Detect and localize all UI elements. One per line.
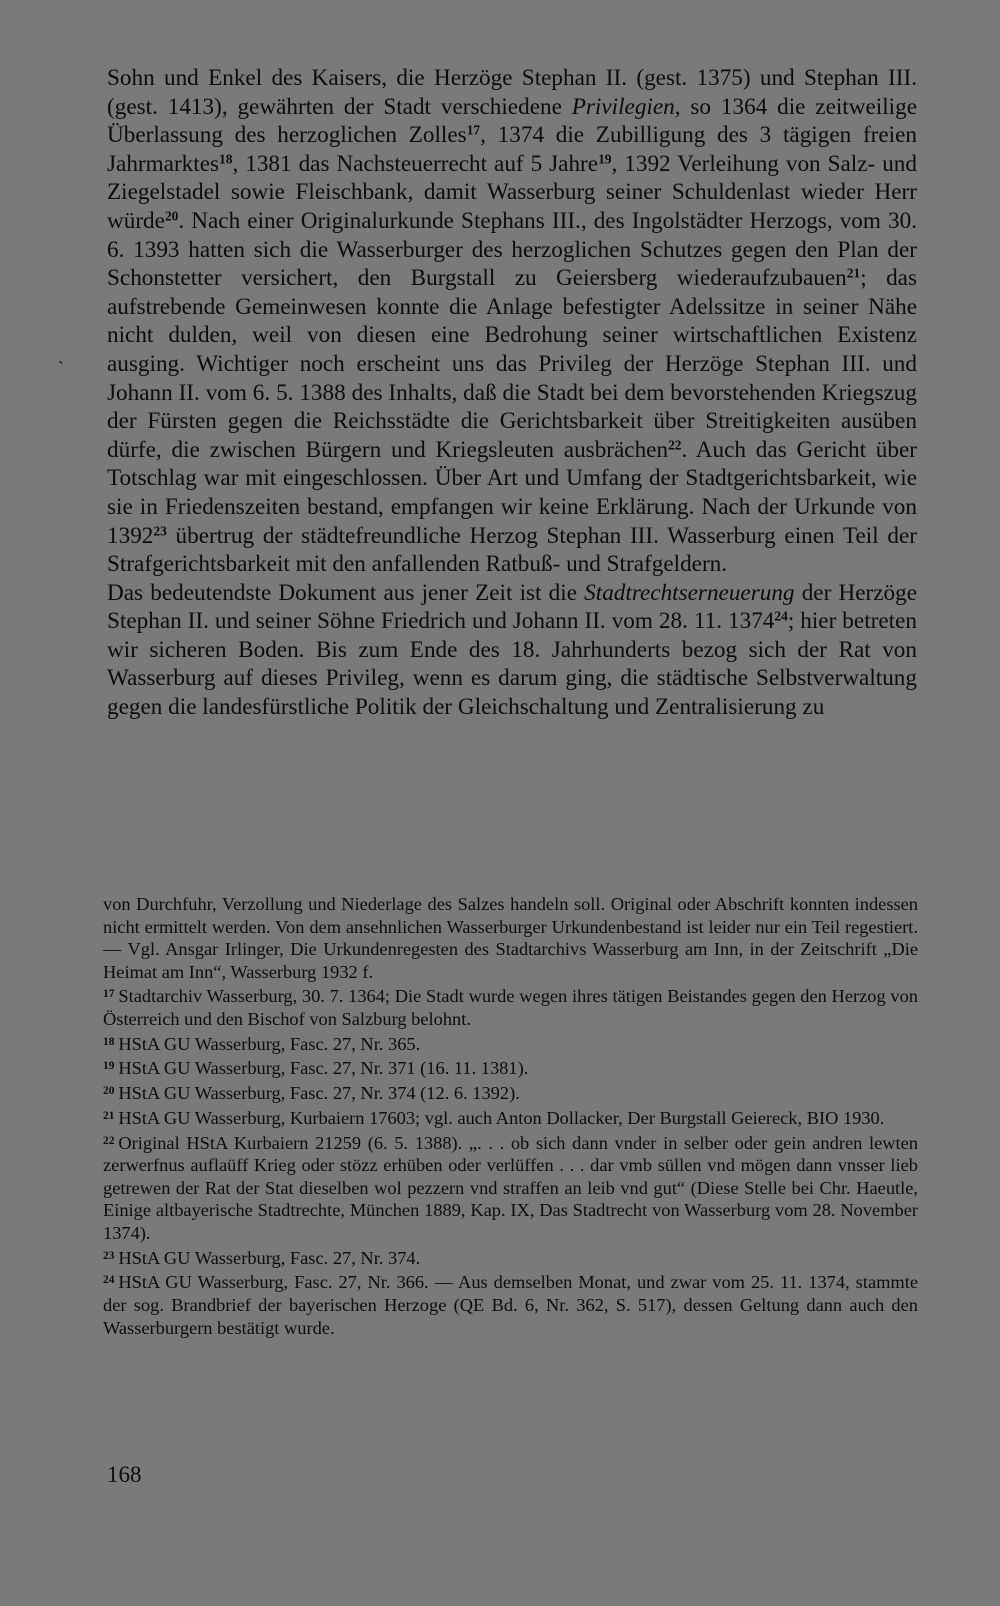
footnote-ref-22: 22 bbox=[668, 437, 682, 453]
footnote-text: HStA GU Wasserburg, Fasc. 27, Nr. 371 (16. 11. 1381). bbox=[118, 1058, 529, 1079]
emphasis-privilegien: Privilegien bbox=[571, 93, 675, 120]
footnote-ref-23: 23 bbox=[153, 523, 167, 539]
footnote-23 bbox=[103, 1245, 918, 1270]
footnote-17 bbox=[103, 983, 918, 1030]
footnote-number: 19 bbox=[103, 1060, 115, 1073]
text-run: Das bedeutendste Dokument aus jener Zeit ist die bbox=[107, 579, 585, 606]
text-run: ; das aufstrebende Gemeinwesen konnte die Anlage befestigter Adelssitze in seiner Nähe nicht dulden, weil von diesen eine Bedrohung seiner wirtschaftlichen Existenz ausging. Wichtiger noch erscheint uns das Privileg der Herzöge Stephan III. und Johann II. vom 6. 5. 1388 des Inhalts, daß die Stadt bei dem bevorstehenden Kriegszug der Fürsten gegen die Reichsstädte die Gerichtsbarkeit über Streitigkeiten ausüben dürfe, die zwischen Bürgern und Kriegsleuten ausbrächen bbox=[107, 265, 917, 463]
page-number: 168 bbox=[107, 1462, 142, 1487]
footnote-text: Stadtarchiv Wasserburg, 30. 7. 1364; Die Stadt wurde wegen ihres tätigen Beistandes gegen den Herzog von Österreich und den Bischof von Salzburg belohnt. bbox=[103, 986, 918, 1030]
footnote-ref-18: 18 bbox=[219, 151, 233, 167]
footnotes bbox=[103, 893, 918, 1339]
footnote-text: Original HStA Kurbaiern 21259 (6. 5. 1388). „. . . ob sich dann vnder in selber oder gein andren lewten zerwerfnus auflaüff Krieg oder stözz erhüben oder verlüffen . . . dar vmb süllen vnd mögen dann vnsser lieb getrewen der Rat der Stat dieselben wol pezzern vnd straffen an leib vnd gut“ (Diese Stelle bei Chr. Haeutle, Einige altbayerische Stadtrechte, München 1889, Kap. IX, Das Stadtrecht von Wasserburg vom 28. November 1374). bbox=[103, 1132, 918, 1244]
footnote-text: HStA GU Wasserburg, Fasc. 27, Nr. 366. — Aus demselben Monat, und zwar vom 25. 11. 1374, stammte der sog. Brandbrief der bayerischen Herzoge (QE Bd. 6, Nr. 362, S. 517), dessen Geltung dann auch den Wasserburgern bestätigt wurde. bbox=[103, 1272, 918, 1338]
footnote-number: 24 bbox=[103, 1274, 115, 1287]
footnote-number: 20 bbox=[103, 1085, 115, 1098]
footnote-number: 23 bbox=[103, 1249, 115, 1262]
footnote-text: HStA GU Wasserburg, Fasc. 27, Nr. 374 (12. 6. 1392). bbox=[118, 1083, 520, 1104]
footnote-number: 21 bbox=[103, 1109, 115, 1122]
footnote-20 bbox=[103, 1080, 918, 1105]
emphasis-stadtrechtserneuerung: Stadtrechtserneuerung bbox=[584, 579, 795, 606]
paragraph-2 bbox=[107, 579, 917, 722]
footnote-text: HStA GU Wasserburg, Fasc. 27, Nr. 365. bbox=[118, 1033, 421, 1054]
footnote-number: 17 bbox=[103, 988, 115, 1001]
text-run: , 1392 Verleihung von Salz- und Ziegelstadel sowie Fleischbank, damit Wasserburg seiner Schuldenlast wieder Herr würde bbox=[107, 150, 917, 234]
footnote-ref-20: 20 bbox=[164, 208, 179, 224]
text-run: , 1374 die Zubilligung des 3 tägigen freien Jahrmarktes bbox=[107, 122, 918, 177]
paragraph-1 bbox=[107, 64, 917, 579]
footnote-24 bbox=[103, 1269, 918, 1339]
footnote-21 bbox=[103, 1105, 918, 1130]
text-run: . Auch das Gericht über Totschlag war mit eingeschlossen. Über Art und Umfang der Stadtgerichtsbarkeit, wie sie in Friedenszeiten bestand, empfangen wir keine Erklärung. Nach der Urkunde von 1392 bbox=[107, 436, 917, 549]
text-run: Sohn und Enkel des Kaisers, die Herzöge Stephan II. (gest. 1375) und Stephan III. (gest. 1413), gewährten der Stadt verschiedene bbox=[107, 65, 917, 120]
margin-mark: ˋ bbox=[58, 358, 64, 378]
text-run: . Nach einer Originalurkunde Stephans III., des Ingolstädter Herzogs, vom 30. 6. 1393 hatten sich die Wasserburger des herzoglichen Schutzes gegen den Plan der Schonstetter versichert, den Burgstall zu Geiersberg wiederaufzubauen bbox=[107, 207, 917, 292]
footnote-ref-19: 19 bbox=[598, 151, 612, 167]
text-run: , so 1364 die zeitweilige Überlassung des herzoglichen Zolles bbox=[107, 93, 917, 149]
text-run: übertrug der städtefreundliche Herzog Stephan III. Wasserburg einen Teil der Strafgerichtsbarkeit mit den anfallenden Ratbuß- und Strafgeldern. bbox=[107, 522, 917, 578]
footnote-18 bbox=[103, 1031, 918, 1056]
text-run: der Herzöge Stephan II. und seiner Söhne Friedrich und Johann II. vom 28. 11. 1374 bbox=[107, 579, 917, 635]
text-run: ; hier betreten wir sicheren Boden. Bis zum Ende des 18. Jahrhunderts bezog sich der Rat von Wasserburg auf dieses Privileg, wenn es darum ging, die städtische Selbstverwaltung gegen die landesfürstliche Politik der Gleichschaltung und Zentralisierung zu bbox=[107, 608, 917, 721]
footnote-number: 18 bbox=[103, 1035, 115, 1048]
main-text bbox=[107, 64, 917, 722]
footnote-text: HStA GU Wasserburg, Kurbaiern 17603; vgl. auch Anton Dollacker, Der Burgstall Geiereck, BIO 1930. bbox=[118, 1107, 885, 1128]
text-run: , 1381 das Nachsteuerrecht auf 5 Jahre bbox=[232, 150, 599, 177]
footnote-19 bbox=[103, 1055, 918, 1080]
footnote-number: 22 bbox=[103, 1134, 115, 1147]
footnote-22 bbox=[103, 1130, 918, 1245]
footnote-text: HStA GU Wasserburg, Fasc. 27, Nr. 374. bbox=[118, 1247, 421, 1268]
footnote-ref-24: 24 bbox=[774, 608, 788, 624]
footnote-continuation: von Durchfuhr, Verzollung und Niederlage des Salzes handeln soll. Original oder Abschrift konnten indessen nicht ermittelt werden. Von dem ansehnlichen Wasserburger Urkundenbestand ist leider nur ein Teil regestiert. — Vgl. Ansgar Irlinger, Die Urkundenregesten des Stadtarchivs Wasserburg am Inn, in der Zeitschrift „Die Heimat am Inn“, Wasserburg 1932 f. bbox=[103, 894, 918, 982]
footnote-ref-21: 21 bbox=[846, 265, 861, 281]
footnote-ref-17: 17 bbox=[466, 122, 481, 138]
